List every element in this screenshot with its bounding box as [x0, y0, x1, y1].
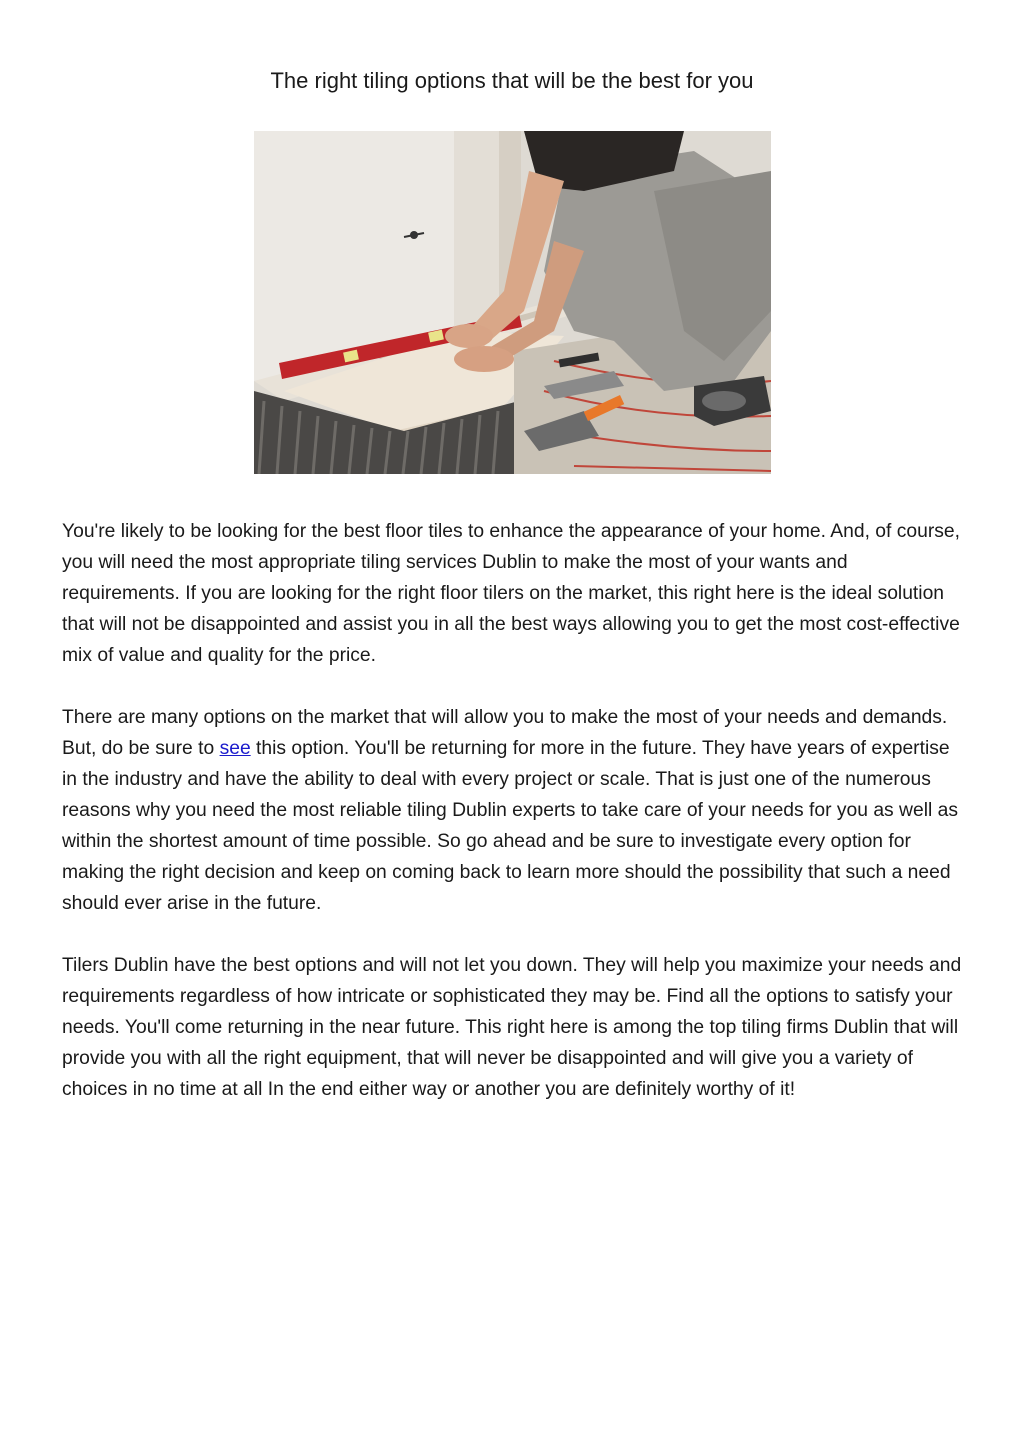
photo-tiler-laying-floor-icon: [254, 131, 771, 474]
paragraph-1: You're likely to be looking for the best floor tiles to enhance the appearance of your home. And, of course, you will need the most appropriate tiling services Dublin to make the most of your wants and requirements. If you are looking for the right floor tilers on the market, this right here is the ideal solution that will not be disappointed and assist you in all the best ways allowing you to get the most cost-effective mix of value and quality for the price.: [62, 521, 960, 666]
article-body: [62, 516, 967, 1136]
paragraph-2-end: this option. You'll be returning for more in the future. They have years of expertise in the industry and have the ability to deal with every project or scale. That is just one of the numerous reasons why you need the most reliable tiling Dublin experts to take care of your needs for you as well as within the shortest amount of time possible. So go ahead and be sure to investigate every option for making the right decision and keep on coming back to learn more should the possibility that such a need should ever arise in the future.: [62, 738, 958, 914]
tiler-photo: [254, 131, 771, 474]
paragraph-3: Tilers Dublin have the best options and will not let you down. They will help you maximize your needs and requirements regardless of how intricate or sophisticated they may be. Find all the options to satisfy your needs. You'll come returning in the near future. This right here is among the top tiling firms Dublin that will provide you with all the right equipment, that will never be disappointed and will give you a variety of choices in no time at all In the end either way or another you are definitely worthy of it!: [62, 955, 962, 1100]
see-link[interactable]: see: [219, 738, 251, 759]
paragraph-2: [62, 702, 967, 919]
paragraph-2-start: There are many options on the market that will allow you to make the most of your needs and demands. But, do be sure to: [62, 707, 948, 759]
page-title: The right tiling options that will be the best for you: [270, 68, 754, 93]
